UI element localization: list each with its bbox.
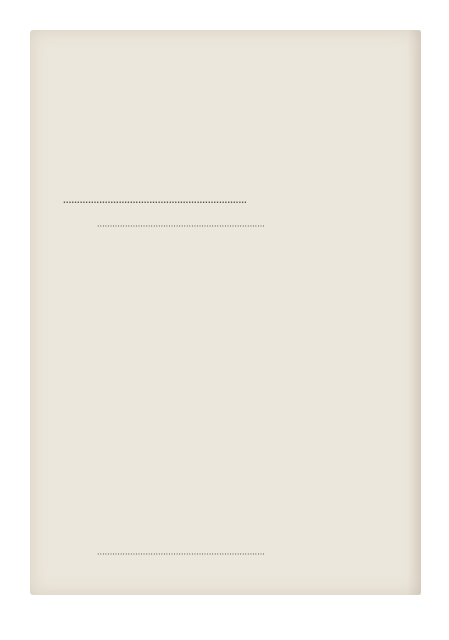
leader-dots: ·································································· bbox=[63, 197, 247, 207]
chapter-heading bbox=[61, 197, 391, 207]
section-heading-1 bbox=[73, 222, 391, 231]
leader-dots: ·································································· bbox=[97, 222, 265, 231]
leader-dots: ·································································· bbox=[97, 550, 265, 559]
section-heading-2 bbox=[73, 550, 391, 559]
book-page bbox=[30, 30, 421, 595]
page-header bbox=[60, 48, 103, 58]
